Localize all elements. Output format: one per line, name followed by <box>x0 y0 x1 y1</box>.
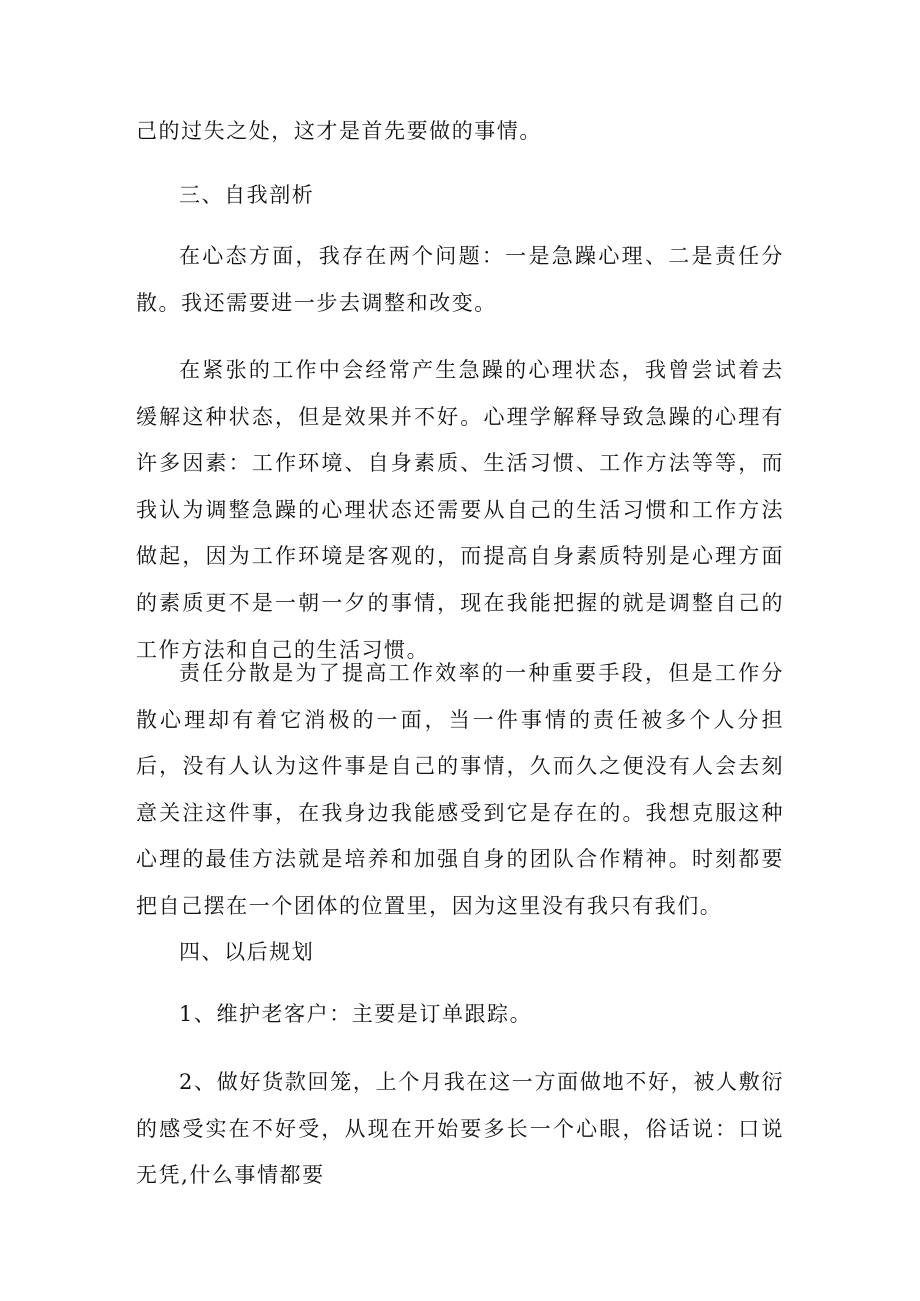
paragraph-mindset: 在心态方面，我存在两个问题：一是急躁心理、二是责任分散。我还需要进一步去调整和改变。 <box>136 244 784 315</box>
section-heading-self-analysis: 三、自我剖析 <box>179 183 315 207</box>
paragraph-responsibility: 责任分散是为了提高工作效率的一种重要手段，但是工作分散心理却有着它消极的一面，当一件事情的责任被多个人分担后，没有人认为这件事是自己的事情，久而久之便没有人会去刻意关注这件事，在我身边我能感受到它是存在的。我想克服这种心理的最佳方法就是培养和加强自身的团队合作精神。时刻都要把自己摆在一个团体的位置里，因为这里没有我只有我们。 <box>136 661 784 918</box>
section-heading-future-plan: 四、以后规划 <box>179 940 315 964</box>
paragraph-continuation: 己的过失之处，这才是首先要做的事情。 <box>136 119 542 143</box>
plan-item-1: 1、维护老客户：主要是订单跟踪。 <box>179 1002 533 1026</box>
plan-item-2: 2、做好货款回笼，上个月我在这一方面做地不好，被人敷衍的感受实在不好受，从现在开始要多长一个心眼，俗话说：口说无凭,什么事情都要 <box>136 1070 784 1188</box>
paragraph-impatience: 在紧张的工作中会经常产生急躁的心理状态，我曾尝试着去缓解这种状态，但是效果并不好。心理学解释导致急躁的心理有许多因素：工作环境、自身素质、生活习惯、工作方法等等，而我认为调整急躁的心理状态还需要从自己的生活习惯和工作方法做起，因为工作环境是客观的，而提高自身素质特别是心理方面的素质更不是一朝一夕的事情，现在我能把握的就是调整自己的工作方法和自己的生活习惯。 <box>136 358 784 662</box>
